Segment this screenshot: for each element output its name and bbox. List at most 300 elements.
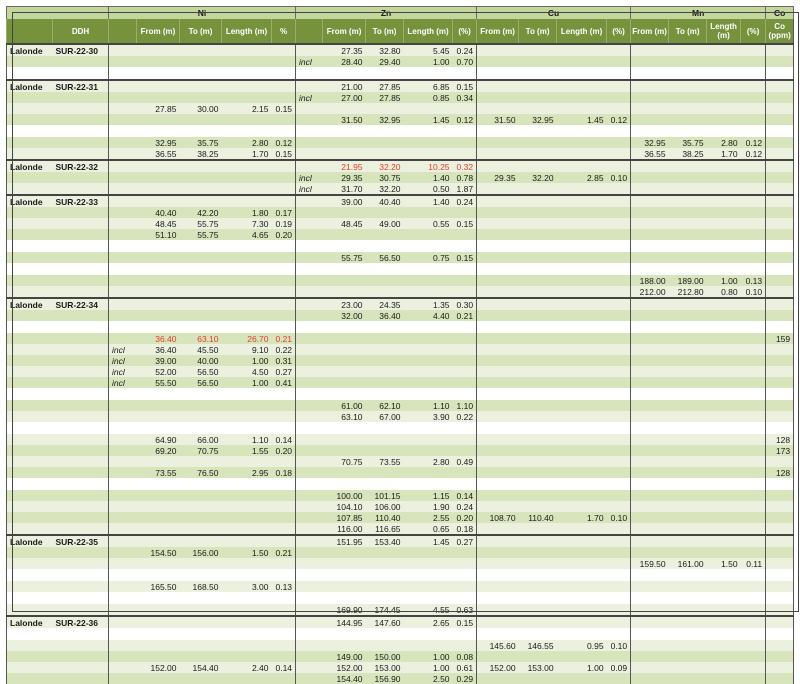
zn-length-cell: 0.55: [404, 218, 453, 229]
mn-from-cell: [631, 434, 669, 445]
ni-include-cell: [109, 547, 137, 558]
mn-length-cell: [707, 183, 741, 195]
table-row: [7, 125, 794, 137]
zn-from-cell: 31.70: [323, 183, 366, 195]
mn-from-cell: [631, 592, 669, 604]
cu-group-header: Cu: [477, 7, 631, 20]
cu-length-cell: [557, 467, 607, 478]
cu-from-cell: [477, 490, 519, 501]
ni-include-cell: [109, 321, 137, 333]
cu-length-cell: [557, 263, 607, 275]
cu-to-cell: 153.00: [519, 662, 557, 673]
zn-percent-cell: 0.61: [453, 662, 477, 673]
cu-percent-cell: [607, 456, 631, 467]
zn-from-cell: [323, 207, 366, 218]
mn-from-cell: [631, 640, 669, 651]
cu-length-cell: [557, 651, 607, 662]
cu-percent-cell: [607, 137, 631, 148]
zn-length-cell: [404, 377, 453, 388]
mn-to-cell: [669, 229, 707, 240]
table-row: [7, 240, 794, 252]
zn-length-cell: [404, 366, 453, 377]
co-ppm-cell: [766, 640, 794, 651]
mn-to-cell: [669, 388, 707, 400]
site-cell: [7, 366, 53, 377]
ni-percent-cell: 0.31: [272, 355, 296, 366]
mn-length-cell: [707, 651, 741, 662]
cu-percent-cell: [607, 183, 631, 195]
cu-from-cell: [477, 344, 519, 355]
ddh-cell: [53, 445, 109, 456]
cu-to-cell: [519, 92, 557, 103]
zn-to-cell: [366, 377, 404, 388]
site-cell: [7, 148, 53, 160]
site-cell: [7, 125, 53, 137]
zn-include-cell: [296, 44, 323, 56]
ni-to-cell: 42.20: [180, 207, 222, 218]
mn-to-cell: [669, 125, 707, 137]
table-row: [7, 67, 794, 80]
ddh-cell: [53, 137, 109, 148]
co-ppm-cell: [766, 662, 794, 673]
zn-from-cell: [323, 467, 366, 478]
co-ppm-cell: [766, 501, 794, 512]
ni-length-cell: [222, 252, 272, 263]
zn-length-cell: [404, 581, 453, 592]
zn-length-cell: [404, 434, 453, 445]
ni-length-cell: [222, 172, 272, 183]
table-row: [7, 44, 794, 56]
ni-from-cell: 32.95: [137, 137, 180, 148]
ni-group-header: Ni: [109, 7, 296, 20]
mn-percent-cell: [741, 411, 766, 422]
ni-to-cell: [180, 592, 222, 604]
zn-to-cell: [366, 592, 404, 604]
table-row: [7, 137, 794, 148]
zn-to-cell: 106.00: [366, 501, 404, 512]
ni-to-cell: [180, 478, 222, 490]
cu-length-cell: [557, 456, 607, 467]
ni-length-cell: [222, 569, 272, 581]
mn-from-cell: [631, 252, 669, 263]
ni-percent-cell: 0.27: [272, 366, 296, 377]
ni-length-cell: [222, 125, 272, 137]
table-row: [7, 400, 794, 411]
cu-percent-cell: [607, 478, 631, 490]
mn-from-cell: [631, 651, 669, 662]
ni-include-cell: [109, 240, 137, 252]
zn-to-cell: [366, 286, 404, 298]
zn-include-cell: [296, 456, 323, 467]
zn-length-cell: 1.10: [404, 400, 453, 411]
zn-from-cell: [323, 229, 366, 240]
table-row: [7, 662, 794, 673]
ni-length-cell: 1.10: [222, 434, 272, 445]
cu-percent-cell: [607, 422, 631, 434]
zn-include-cell: [296, 490, 323, 501]
zn-to-cell: 147.60: [366, 616, 404, 628]
ddh-cell: [53, 456, 109, 467]
mn-length-cell: [707, 422, 741, 434]
ddh-cell: [53, 569, 109, 581]
zn-length-cell: [404, 286, 453, 298]
ni-percent-cell: 0.19: [272, 218, 296, 229]
table-row: [7, 673, 794, 684]
ni-percent-cell: [272, 125, 296, 137]
mn-length-cell: [707, 569, 741, 581]
site-cell: [7, 628, 53, 640]
cu-from-cell: [477, 229, 519, 240]
cu-from-cell: [477, 547, 519, 558]
mn-percent-cell: [741, 467, 766, 478]
cu-percent-cell: [607, 411, 631, 422]
co-ppm-cell: [766, 298, 794, 310]
mn-length-cell: [707, 592, 741, 604]
ni-include-cell: [109, 160, 137, 172]
table-row: [7, 569, 794, 581]
zn-from-cell: [323, 240, 366, 252]
mn-length-cell: [707, 125, 741, 137]
ni-percent-cell: [272, 628, 296, 640]
ni-include-cell: [109, 400, 137, 411]
cu-from-cell: [477, 44, 519, 56]
zn-percent-cell: 0.08: [453, 651, 477, 662]
table-row: [7, 56, 794, 67]
cu-to-cell: 146.55: [519, 640, 557, 651]
ddh-cell: [53, 662, 109, 673]
ddh-cell: [53, 125, 109, 137]
zn-percent-cell: 0.15: [453, 218, 477, 229]
mn-to-cell: 189.00: [669, 275, 707, 286]
cu-length-cell: [557, 125, 607, 137]
mn-from-cell: [631, 673, 669, 684]
zn-include-cell: [296, 263, 323, 275]
mn-to-cell: [669, 355, 707, 366]
mn-from-cell: [631, 512, 669, 523]
ni-length-cell: [222, 240, 272, 252]
ni-percent-cell: 0.41: [272, 377, 296, 388]
zn-percent-cell: [453, 569, 477, 581]
zn-include-cell: [296, 240, 323, 252]
cu-length-cell: [557, 523, 607, 535]
cu-from-cell: [477, 628, 519, 640]
zn-length-cell: [404, 640, 453, 651]
ddh-cell: [53, 501, 109, 512]
ni-percent-cell: [272, 456, 296, 467]
zn-percent-cell: [453, 207, 477, 218]
zn-length-cell: 10.25: [404, 160, 453, 172]
mn-percent-cell: [741, 616, 766, 628]
ni-include-cell: [109, 67, 137, 80]
ni-to-cell: [180, 67, 222, 80]
cu-length-cell: [557, 207, 607, 218]
mn-to-cell: [669, 218, 707, 229]
mn-from-header: From (m): [631, 19, 669, 44]
zn-length-cell: 0.85: [404, 92, 453, 103]
zn-from-cell: [323, 286, 366, 298]
mn-length-cell: [707, 456, 741, 467]
co-ppm-cell: [766, 490, 794, 501]
mn-length-cell: [707, 400, 741, 411]
zn-from-cell: 29.35: [323, 172, 366, 183]
zn-length-cell: [404, 229, 453, 240]
cu-to-cell: [519, 160, 557, 172]
zn-length-cell: 2.50: [404, 673, 453, 684]
ni-length-cell: [222, 628, 272, 640]
ni-length-cell: 2.15: [222, 103, 272, 114]
ddh-cell: [53, 558, 109, 569]
zn-include-cell: [296, 628, 323, 640]
cu-to-cell: [519, 535, 557, 547]
ni-to-cell: [180, 490, 222, 501]
cu-from-cell: [477, 478, 519, 490]
zn-percent-cell: [453, 344, 477, 355]
zn-percent-cell: [453, 547, 477, 558]
cu-length-cell: 1.70: [557, 512, 607, 523]
ni-from-cell: [137, 651, 180, 662]
cu-percent-cell: [607, 310, 631, 321]
zn-include-cell: [296, 125, 323, 137]
ni-to-cell: [180, 640, 222, 651]
table-row: [7, 388, 794, 400]
zn-from-cell: 116.00: [323, 523, 366, 535]
cu-from-cell: [477, 501, 519, 512]
mn-to-cell: [669, 490, 707, 501]
ni-length-cell: 1.00: [222, 377, 272, 388]
table-row: [7, 355, 794, 366]
mn-percent-cell: [741, 673, 766, 684]
zn-length-cell: 1.15: [404, 490, 453, 501]
ni-percent-cell: [272, 616, 296, 628]
co-ppm-cell: [766, 478, 794, 490]
cu-to-cell: [519, 80, 557, 92]
ni-to-cell: [180, 628, 222, 640]
mn-to-cell: [669, 114, 707, 125]
mn-length-cell: [707, 114, 741, 125]
mn-length-cell: [707, 44, 741, 56]
co-ppm-cell: [766, 44, 794, 56]
site-cell: [7, 422, 53, 434]
ni-from-cell: [137, 275, 180, 286]
mn-percent-cell: [741, 640, 766, 651]
zn-length-cell: [404, 103, 453, 114]
mn-percent-cell: [741, 252, 766, 263]
site-cell: Lalonde: [7, 535, 53, 547]
ddh-cell: [53, 240, 109, 252]
zn-length-cell: [404, 445, 453, 456]
mn-percent-cell: [741, 478, 766, 490]
ddh-cell: [53, 422, 109, 434]
cu-percent-cell: [607, 321, 631, 333]
co-ppm-cell: [766, 286, 794, 298]
zn-percent-cell: 0.78: [453, 172, 477, 183]
zn-from-cell: 55.75: [323, 252, 366, 263]
mn-to-cell: [669, 310, 707, 321]
cu-percent-cell: [607, 286, 631, 298]
ddh-cell: [53, 478, 109, 490]
ni-to-cell: 168.50: [180, 581, 222, 592]
mn-from-cell: [631, 388, 669, 400]
ni-to-cell: [180, 80, 222, 92]
mn-percent-cell: [741, 523, 766, 535]
ni-to-cell: [180, 240, 222, 252]
co-ppm-cell: [766, 80, 794, 92]
co-group-header: Co: [766, 7, 794, 20]
cu-to-cell: [519, 616, 557, 628]
ni-to-cell: [180, 298, 222, 310]
zn-include-cell: [296, 523, 323, 535]
cu-length-cell: [557, 67, 607, 80]
zn-include-cell: [296, 355, 323, 366]
ni-length-cell: [222, 640, 272, 651]
mn-percent-cell: [741, 434, 766, 445]
site-cell: Lalonde: [7, 195, 53, 207]
zn-percent-cell: 0.34: [453, 92, 477, 103]
mn-to-cell: [669, 103, 707, 114]
cu-percent-cell: [607, 616, 631, 628]
cu-length-cell: [557, 547, 607, 558]
zn-to-cell: 32.20: [366, 183, 404, 195]
mn-length-header: Length (m): [707, 19, 741, 44]
ni-length-cell: [222, 558, 272, 569]
ni-percent-cell: [272, 592, 296, 604]
zn-percent-cell: 0.24: [453, 195, 477, 207]
ni-include-cell: incl: [109, 355, 137, 366]
mn-from-cell: [631, 569, 669, 581]
zn-include-cell: [296, 286, 323, 298]
mn-to-cell: [669, 547, 707, 558]
zn-from-cell: [323, 628, 366, 640]
zn-from-cell: [323, 333, 366, 344]
zn-percent-cell: [453, 366, 477, 377]
mn-from-cell: [631, 229, 669, 240]
mn-from-cell: [631, 114, 669, 125]
ni-to-cell: [180, 286, 222, 298]
zn-from-cell: [323, 366, 366, 377]
ni-include-cell: [109, 172, 137, 183]
mn-from-cell: 188.00: [631, 275, 669, 286]
ni-length-cell: [222, 592, 272, 604]
ni-length-cell: [222, 56, 272, 67]
cu-length-cell: [557, 490, 607, 501]
co-ppm-cell: [766, 125, 794, 137]
cu-from-cell: [477, 377, 519, 388]
zn-to-cell: [366, 103, 404, 114]
cu-percent-cell: [607, 298, 631, 310]
zn-to-cell: 62.10: [366, 400, 404, 411]
ni-include-cell: [109, 310, 137, 321]
ni-include-cell: [109, 581, 137, 592]
cu-length-cell: [557, 355, 607, 366]
cu-percent-cell: [607, 673, 631, 684]
zn-to-cell: 36.40: [366, 310, 404, 321]
zn-length-cell: [404, 388, 453, 400]
zn-percent-cell: [453, 592, 477, 604]
table-row: [7, 445, 794, 456]
mn-to-cell: [669, 523, 707, 535]
ni-to-cell: [180, 125, 222, 137]
zn-include-cell: [296, 148, 323, 160]
zn-to-cell: 150.00: [366, 651, 404, 662]
mn-length-cell: [707, 80, 741, 92]
mn-percent-cell: [741, 67, 766, 80]
mn-length-cell: [707, 172, 741, 183]
co-ppm-cell: [766, 148, 794, 160]
zn-length-cell: 1.45: [404, 114, 453, 125]
mn-to-cell: [669, 207, 707, 218]
cu-percent-cell: [607, 103, 631, 114]
cu-from-cell: [477, 56, 519, 67]
mn-length-cell: [707, 56, 741, 67]
zn-to-cell: 156.90: [366, 673, 404, 684]
ni-percent-cell: [272, 92, 296, 103]
mn-from-cell: [631, 172, 669, 183]
cu-from-cell: [477, 207, 519, 218]
ni-from-cell: [137, 501, 180, 512]
cu-from-cell: [477, 298, 519, 310]
zn-percent-cell: 0.24: [453, 501, 477, 512]
ni-percent-cell: [272, 252, 296, 263]
co-ppm-cell: [766, 160, 794, 172]
ni-include-cell: [109, 411, 137, 422]
cu-percent-cell: [607, 592, 631, 604]
cu-percent-cell: [607, 628, 631, 640]
zn-to-cell: [366, 640, 404, 651]
zn-from-cell: 27.00: [323, 92, 366, 103]
mn-from-cell: [631, 103, 669, 114]
site-cell: [7, 388, 53, 400]
mn-from-cell: [631, 523, 669, 535]
zn-percent-cell: [453, 581, 477, 592]
mn-from-cell: [631, 207, 669, 218]
ni-percent-cell: [272, 651, 296, 662]
mn-length-cell: 0.80: [707, 286, 741, 298]
zn-to-cell: [366, 263, 404, 275]
cu-length-cell: [557, 218, 607, 229]
ni-to-cell: [180, 523, 222, 535]
ni-length-cell: 2.80: [222, 137, 272, 148]
mn-to-cell: [669, 673, 707, 684]
site-cell: [7, 569, 53, 581]
mn-from-cell: [631, 445, 669, 456]
ni-from-cell: [137, 512, 180, 523]
zn-percent-cell: 0.29: [453, 673, 477, 684]
zn-to-cell: [366, 67, 404, 80]
ni-include-cell: [109, 434, 137, 445]
ni-percent-cell: [272, 400, 296, 411]
ni-include-cell: [109, 252, 137, 263]
cu-percent-cell: [607, 523, 631, 535]
ddh-cell: SUR-22-34: [53, 298, 109, 310]
zn-from-cell: 70.75: [323, 456, 366, 467]
co-ppm-cell: [766, 411, 794, 422]
cu-length-cell: [557, 673, 607, 684]
co-ppm-cell: [766, 581, 794, 592]
cu-percent-cell: [607, 569, 631, 581]
site-cell: Lalonde: [7, 44, 53, 56]
zn-from-cell: 27.35: [323, 44, 366, 56]
zn-length-cell: [404, 592, 453, 604]
mn-length-cell: [707, 160, 741, 172]
cu-length-cell: [557, 195, 607, 207]
ni-to-cell: 55.75: [180, 218, 222, 229]
mn-to-cell: [669, 467, 707, 478]
ni-to-cell: [180, 604, 222, 616]
zn-include-cell: [296, 377, 323, 388]
mn-from-cell: [631, 218, 669, 229]
mn-length-cell: [707, 535, 741, 547]
cu-to-cell: [519, 673, 557, 684]
